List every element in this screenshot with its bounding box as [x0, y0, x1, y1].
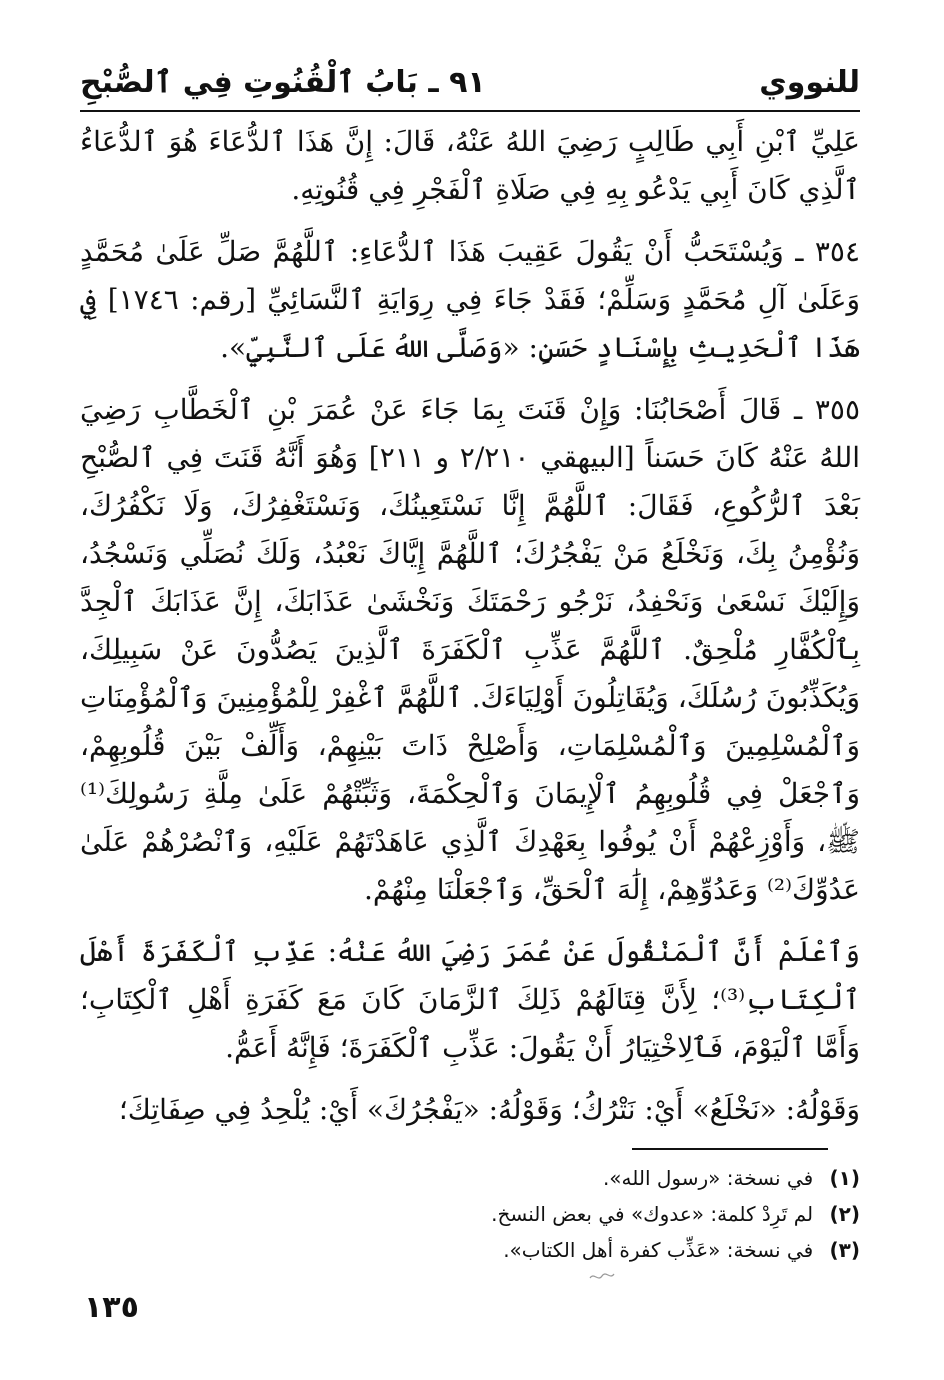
footnote-number: (٢): [829, 1202, 860, 1226]
scribble-mark-icon: [588, 1268, 616, 1286]
footnote-text: لم تَرِدْ كلمة: «عدوك» في بعض النسخ.: [491, 1202, 814, 1226]
running-header: [80, 56, 860, 108]
header-chapter-title: ٩١ ـ بَابُ ٱلْقُنُوتِ فِي ٱلصُّبْحِ: [80, 64, 486, 100]
main-text: [80, 118, 860, 1148]
paragraph-note: وَٱعْلَمْ أَنَّ ٱلْمَنْقُولَ عَنْ عُمَرَ رَضِيَ اللهُ عَنْهُ: عَذِّبِ ٱلْكَفَرَةَ أَهْلَ ٱلْكِتَابِ⁽³⁾؛ لِأَنَّ قِتَالَهُمْ ذَلِكَ ٱلزَّمَانَ كَانَ مَعَ كَفَرَةِ أَهْلِ ٱلْكِتَابِ؛ وَأَمَّا ٱلْيَوْمَ، فَٱلِاخْتِيَارُ أَنْ يَقُولَ: عَذِّبِ ٱلْكَفَرَةَ؛ فَإِنَّهُ أَعَمُّ.: [80, 935, 860, 1064]
footnote-2: [160, 1196, 860, 1232]
footnote-1: [160, 1160, 860, 1196]
page-number: ١٣٥: [84, 1290, 139, 1325]
footnote-text: في نسخة: «عَذِّب كفرة أهل الكتاب».: [503, 1238, 814, 1262]
footnote-text: في نسخة: «رسول الله».: [602, 1166, 814, 1190]
footnote-3: [160, 1232, 860, 1268]
header-divider: [80, 110, 860, 112]
header-book-author: للنووي: [759, 64, 860, 100]
footnotes: [160, 1160, 860, 1268]
footnote-number: (١): [829, 1166, 860, 1190]
paragraph-354: ٣٥٤ ـ وَيُسْتَحَبُّ أَنْ يَقُولَ عَقِيبَ هَذَا ٱلدُّعَاءِ: ٱللَّهُمَّ صَلِّ عَلَىٰ مُحَمَّدٍ وَعَلَىٰ آلِ مُحَمَّدٍ وَسَلِّمْ؛ فَقَدْ جَاءَ فِي رِوَايَةِ ٱلنَّسَائِيِّ [رقم: ١٧٤٦] فِي هَذَا ٱلْحَدِيثِ بِإِسْنَادٍ حَسَنٍ: «وَصَلَّى اللهُ عَلَى ٱلنَّبِيِّ».: [80, 235, 861, 364]
paragraph-355: ٣٥٥ ـ قَالَ أَصْحَابُنَا: وَإِنْ قَنَتَ بِمَا جَاءَ عَنْ عُمَرَ بْنِ ٱلْخَطَّابِ رَضِيَ اللهُ عَنْهُ كَانَ حَسَناً [البيهقي ٢/٢١٠ و ٢١١] وَهُوَ أَنَّهُ قَنَتَ فِي ٱلصُّبْحِ بَعْدَ ٱلرُّكُوعِ، فَقَالَ: ٱللَّهُمَّ إِنَّا نَسْتَعِينُكَ، وَنَسْتَغْفِرُكَ، وَلَا نَكْفُرُكَ، وَنُؤْمِنُ بِكَ، وَنَخْلَعُ مَنْ يَفْجُرُكَ؛ ٱللَّهُمَّ إِيَّاكَ نَعْبُدُ، وَلَكَ نُصَلِّي وَنَسْجُدُ، وَإِلَيْكَ نَسْعَىٰ وَنَحْفِدُ، نَرْجُو رَحْمَتَكَ وَنَخْشَىٰ عَذَابَكَ، إِنَّ عَذَابَكَ ٱلْجِدَّ بِٱلْكُفَّارِ مُلْحِقٌ. ٱللَّهُمَّ عَذِّبِ ٱلْكَفَرَةَ ٱلَّذِينَ يَصُدُّونَ عَنْ سَبِيلِكَ، وَيُكَذِّبُونَ رُسُلَكَ، وَيُقَاتِلُونَ أَوْلِيَاءَكَ. ٱللَّهُمَّ ٱغْفِرْ لِلْمُؤْمِنِينَ وَٱلْمُؤْمِنَاتِ وَٱلْمُسْلِمِينَ وَٱلْمُسْلِمَاتِ، وَأَصْلِحْ ذَاتَ بَيْنِهِمْ، وَأَلِّفْ بَيْنَ قُلُوبِهِمْ، وَٱجْعَلْ فِي قُلُوبِهِمُ ٱلْإِيمَانَ وَٱلْحِكْمَةَ، وَثَبِّتْهُمْ عَلَىٰ مِلَّةِ رَسُولِكَ⁽¹⁾ ﷺ، وَأَوْزِعْهُمْ أَنْ يُوفُوا بِعَهْدِكَ ٱلَّذِي عَاهَدْتَهُمْ عَلَيْهِ، وَٱنْصُرْهُمْ عَلَىٰ عَدُوِّكَ⁽²⁾ وَعَدُوِّهِمْ، إِلَٰهَ ٱلْحَقِّ، وَٱجْعَلْنَا مِنْهُمْ.: [80, 393, 861, 906]
footnote-number: (٣): [829, 1238, 860, 1262]
footnote-divider: [632, 1148, 828, 1150]
paragraph-explanation: وَقَوْلُهُ: «نَخْلَعُ» أَيْ: نَتْرُكُ؛ وَقَوْلُهُ: «يَفْجُرُكَ» أَيْ: يُلْحِدُ فِي صِفَاتِكَ؛: [118, 1093, 860, 1126]
paragraph-continuation: عَلِيِّ ٱبْنِ أَبِي طَالِبٍ رَضِيَ اللهُ عَنْهُ، قَالَ: إِنَّ هَذَا ٱلدُّعَاءَ هُوَ ٱلدُّعَاءُ ٱلَّذِي كَانَ أَبِي يَدْعُو بِهِ فِي صَلَاةِ ٱلْفَجْرِ فِي قُنُوتِهِ.: [80, 125, 860, 206]
